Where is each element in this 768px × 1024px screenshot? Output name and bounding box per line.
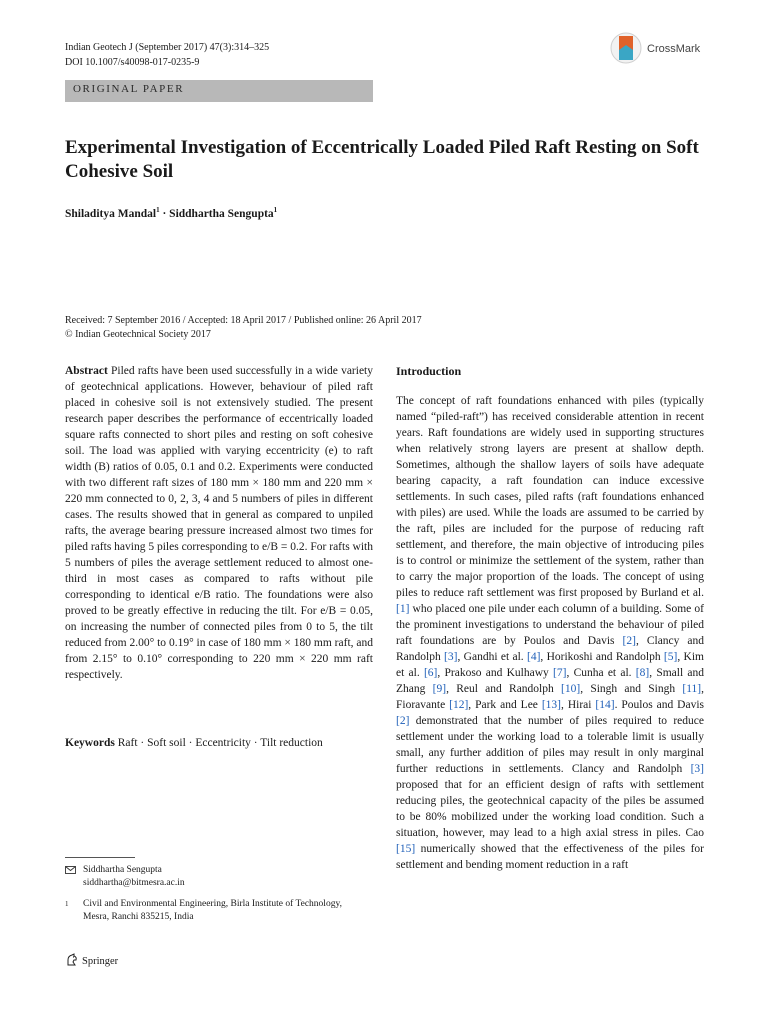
springer-horse-icon [65,953,79,967]
citation-link[interactable]: [8] [635,667,650,679]
intro-text: , Park and Lee [468,699,542,711]
intro-text: , Clancy and Randolph [396,635,704,663]
intro-text: who placed one pile under each column of a building. Some of the prominent investigations to understand the behaviour of piled raft foundations are by Poulos and Davis [396,603,704,647]
publisher-name: Springer [82,956,119,967]
citation-link[interactable]: [2] [622,635,636,647]
copyright-line: © Indian Geotechnical Society 2017 [65,329,211,340]
publication-history [65,314,422,342]
affiliation-number: 1 [65,900,69,908]
intro-text: , Horikoshi and Randolph [540,651,664,663]
publisher-mark [65,953,118,967]
intro-text: , Kim et al. [396,651,704,679]
crossmark-icon [610,30,642,66]
crossmark-label: CrossMark [647,43,701,55]
article-title: Experimental Investigation of Eccentrically Loaded Piled Raft Resting on Soft Cohesive Soil [65,137,699,182]
intro-text: demonstrated that the number of piles required to reduce settlement under the working load to a tolerable limit is usually small, any further addition of piles may result in only marginal further reductions in settlements. Clancy and Randolph [396,715,704,775]
citation-link[interactable]: [3] [690,763,704,775]
intro-text: , Hirai [561,699,596,711]
keywords-text: Raft · Soft soil · Eccentricity · Tilt reduction [117,737,323,749]
citation-link[interactable]: [3] [444,651,458,663]
abstract [65,363,373,683]
article-type-banner [65,80,373,102]
doi[interactable]: DOI 10.1007/s40098-017-0235-9 [65,57,200,68]
introduction-heading: Introduction [396,364,462,378]
introduction-section [396,363,704,873]
citation-link[interactable]: [2] [396,715,410,727]
abstract-label: Abstract [65,365,108,377]
intro-text: , Reul and Randolph [446,683,562,695]
intro-text: proposed that for an efficient design of rafts with settlement reducing piles, the geotechnical capacity of the piles be assumed to be 80% mobilized under the working load condition. Such a situation, however, may lead to a high axial stress in piles. Cao [396,779,704,839]
citation-link[interactable]: [9] [432,683,447,695]
crossmark-badge[interactable] [610,30,720,70]
citation-link[interactable]: [6] [423,667,438,679]
citation-link[interactable]: [1] [396,603,410,615]
author-separator: · [159,207,170,220]
affiliation-marker: 1 [156,206,160,214]
abstract-text: Piled rafts have been used successfully in a wide variety of geotechnical applications. However, behaviour of piled raft placed in cohesive soil is not extensively studied. The present research paper describes the performance of eccentrically loaded square rafts connected to short piles and resting on soft cohesive soil. The load was applied with varying eccentricity (e) to raft width (B) ratios of 0.05, 0.1 and 0.2. Experiments were conducted with two different raft sizes of 180 mm × 180 mm and 220 mm × 220 mm connected to 0, 2, 3, 4 and 5 numbers of piles in different cases. The results showed that in general as compared to unpiled rafts, the average bearing pressure increased almost two times for piled rafts having 5 piles corresponding to e/B = 0.2. For rafts with 5 numbers of piles the average settlement reduced to almost one-third in most cases as compared to rafts without pile corresponding to identical e/B ratio. The foundations were also proved to be greatly effective in reducing the tilt. For e/B = 0.05, on increasing the number of connected piles from 0 to 5, the tilt reduced from 2.00° to 0.19° in case of 180 mm × 180 mm raft, and from 2.15° to 0.10° corresponding to 220 mm × 220 mm raft respectively. [65,365,373,681]
journal-citation: Indian Geotech J (September 2017) 47(3):314–325 [65,42,270,53]
intro-text: , Prakoso and Kulhawy [437,667,554,679]
footnote-divider [65,857,135,858]
author-name[interactable]: Shiladitya Mandal [65,207,157,220]
contact-name: Siddhartha Sengupta [83,865,162,875]
affiliation-marker: 1 [273,206,278,214]
contact-email[interactable]: siddhartha@bitmesra.ac.in [83,878,185,888]
intro-text: , Cunha et al. [566,667,636,679]
author-name[interactable]: Siddhartha Sengupta [169,207,274,220]
affiliation-text: Civil and Environmental Engineering, Birla Institute of Technology, Mesra, Ranchi 835215, India [83,899,342,922]
intro-text: numerically showed that the effectiveness of the piles for settlement and bending moment reduction in a raft [396,843,704,871]
keywords-label: Keywords [65,737,115,749]
intro-text: , Gandhi et al. [457,651,527,663]
intro-text: , Fioravante [396,683,704,711]
citation-link[interactable]: [4] [526,651,541,663]
intro-text: The concept of raft foundations enhanced with piles (typically named “piled-raft”) has received considerable attention in recent years. Raft foundations are widely used in supporting structures when relatively strong layers are present at shallow depth. Sometimes, although the shallow layers of soils have adequate bearing capacity, a raft foundation can induce excessive settlements. In such cases, piled rafts (raft foundations enhanced with piles) are used. While the loads are assumed to be carried by the raft, piles are included for the purpose of reducing raft settlement, and therefore, the main objective of introducing piles is to control or minimize the settlement of the system, rather than to carry the major proportion of the loads. The concept of using piles to reduce raft settlement was first proposed by Burland et al. [396,395,704,599]
author-list [65,206,277,220]
citation-link[interactable]: [13] [541,699,562,711]
citation-link[interactable]: [14] [595,699,615,711]
intro-text: , Singh and Singh [580,683,683,695]
envelope-icon [65,866,76,874]
citation-link[interactable]: [7] [553,667,567,679]
introduction-paragraph [396,393,704,873]
article-type-label: ORIGINAL PAPER [73,83,185,95]
dates-line: Received: 7 September 2016 / Accepted: 18 April 2017 / Published online: 26 April 2017 [65,315,422,326]
citation-link[interactable]: [15] [396,843,416,855]
citation-link[interactable]: [5] [663,651,678,663]
citation-link[interactable]: [10] [561,683,581,695]
citation-link[interactable]: [12] [449,699,469,711]
intro-text: , Small and Zhang [396,667,704,695]
keywords [65,737,323,749]
citation-link[interactable]: [11] [682,683,702,695]
intro-text: . Poulos and Davis [614,699,705,711]
